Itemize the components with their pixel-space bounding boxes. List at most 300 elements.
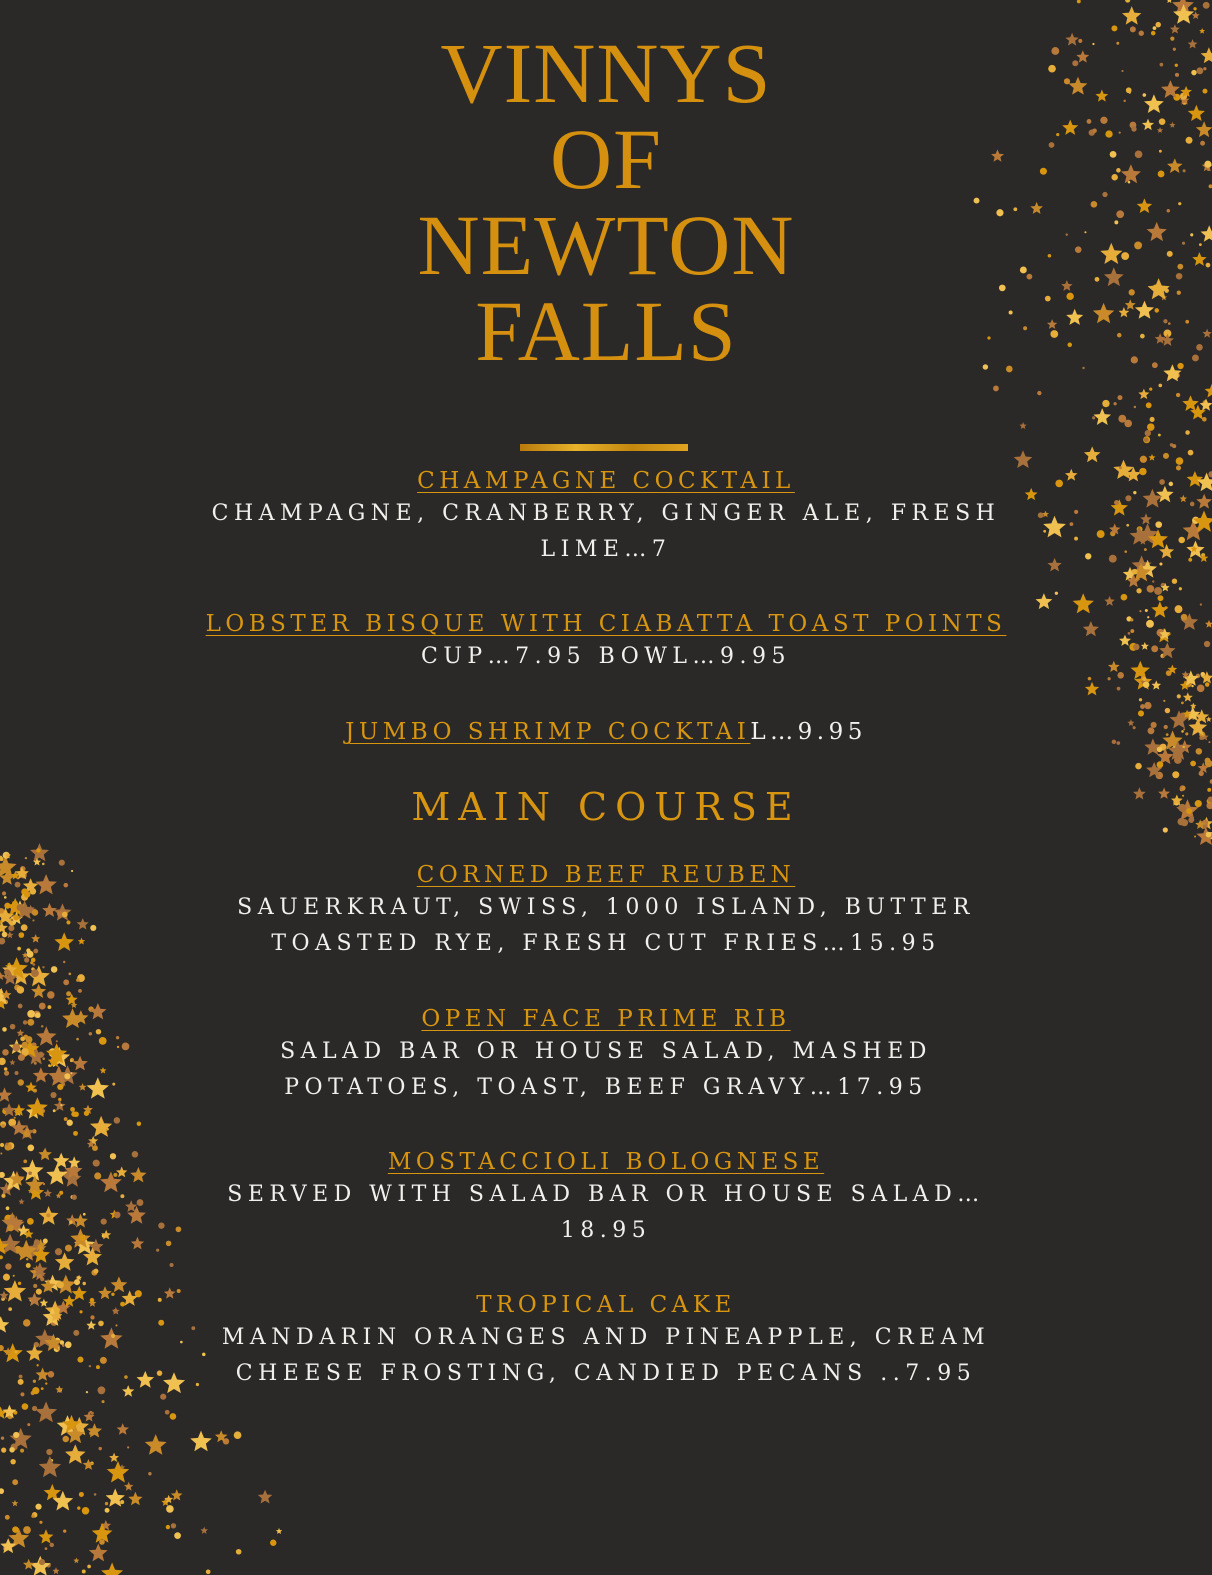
- sparkle-dot: [1202, 417, 1207, 422]
- sparkle-dot: [1117, 687, 1121, 691]
- sparkle-dot: [3, 1274, 10, 1281]
- sparkle-dot: [8, 918, 16, 926]
- sparkle-dot: [137, 1199, 144, 1206]
- sparkle-star: [1131, 661, 1151, 680]
- sparkle-dot: [62, 1436, 69, 1443]
- sparkle-dot: [1160, 63, 1164, 67]
- sparkle-star: [15, 866, 29, 879]
- sparkle-dot: [1177, 694, 1181, 698]
- sparkle-dot: [99, 1447, 102, 1450]
- sparkle-dot: [1177, 264, 1183, 270]
- sparkle-star: [1135, 301, 1154, 319]
- sparkle-star: [53, 1153, 69, 1169]
- sparkle-star: [1197, 473, 1212, 492]
- sparkle-star: [1065, 33, 1078, 46]
- sparkle-dot: [45, 1547, 48, 1550]
- sparkle-dot: [1177, 818, 1184, 825]
- sparkle-dot: [50, 1092, 56, 1098]
- sparkle-star: [36, 1026, 56, 1045]
- sparkle-dot: [91, 1270, 97, 1276]
- sparkle-dot: [40, 1277, 44, 1281]
- sparkle-star: [1201, 733, 1209, 741]
- item-description: CHAMPAGNE, CRANBERRY, GINGER ALE, FRESH: [211, 501, 1001, 526]
- sparkle-dot: [90, 1462, 94, 1466]
- sparkle-star: [30, 843, 49, 861]
- sparkle-star: [1183, 710, 1192, 718]
- sparkle-star: [1159, 628, 1170, 639]
- sparkle-dot: [1190, 816, 1194, 820]
- sparkle-dot: [4, 903, 10, 909]
- sparkle-dot: [30, 961, 33, 964]
- sparkle-dot: [21, 888, 28, 895]
- sparkle-dot: [117, 1046, 119, 1048]
- sparkle-dot: [1164, 606, 1167, 609]
- sparkle-dot: [0, 856, 2, 859]
- sparkle-dot: [1048, 65, 1056, 73]
- sparkle-dot: [13, 1275, 15, 1277]
- sparkle-star: [0, 1316, 9, 1332]
- sparkle-star: [1138, 560, 1157, 578]
- sparkle-dot: [1180, 93, 1187, 100]
- sparkle-dot: [1146, 402, 1152, 408]
- sparkle-dot: [70, 1107, 74, 1111]
- sparkle-dot: [1140, 243, 1142, 245]
- menu-item-champagne-cocktail: [160, 466, 1052, 568]
- sparkle-dot: [46, 909, 51, 914]
- sparkle-dot: [98, 1321, 104, 1327]
- sparkle-dot: [1159, 632, 1165, 638]
- sparkle-dot: [21, 924, 28, 931]
- sparkle-star: [106, 1488, 125, 1506]
- sparkle-star: [1126, 467, 1141, 482]
- sparkle-star: [72, 1286, 87, 1300]
- sparkle-dot: [67, 1120, 73, 1126]
- sparkle-star: [1144, 738, 1161, 755]
- sparkle-dot: [14, 1117, 16, 1119]
- sparkle-star: [1159, 642, 1176, 658]
- sparkle-dot: [31, 969, 39, 977]
- sparkle-star: [52, 1567, 59, 1574]
- sparkle-dot: [7, 1225, 14, 1232]
- sparkle-dot: [1203, 67, 1206, 70]
- sparkle-dot: [1168, 322, 1171, 325]
- sparkle-dot: [1172, 372, 1179, 379]
- sparkle-star: [145, 1434, 167, 1455]
- sparkle-star: [79, 1083, 87, 1091]
- sparkle-dot: [1151, 645, 1158, 652]
- sparkle-star: [1199, 28, 1205, 34]
- sparkle-dot: [69, 1220, 73, 1224]
- sparkle-dot: [1116, 168, 1121, 173]
- sparkle-star: [90, 1116, 112, 1137]
- sparkle-dot: [34, 1342, 40, 1348]
- sparkle-star: [13, 1104, 26, 1116]
- sparkle-dot: [2, 1027, 7, 1032]
- sparkle-dot: [5, 1515, 10, 1520]
- sparkle-dot: [1, 1124, 5, 1128]
- sparkle-dot: [1182, 795, 1184, 797]
- sparkle-star: [1142, 119, 1154, 131]
- sparkle-dot: [1144, 548, 1147, 551]
- menu-item-open-face-prime-rib: [160, 1004, 1052, 1106]
- sparkle-star: [57, 1415, 79, 1436]
- sparkle-star: [0, 907, 14, 924]
- sparkle-dot: [27, 1423, 30, 1426]
- sparkle-star: [11, 871, 20, 880]
- sparkle-dot: [1209, 184, 1212, 188]
- sparkle-dot: [69, 1015, 74, 1020]
- sparkle-dot: [1119, 466, 1122, 469]
- sparkle-star: [1181, 613, 1199, 630]
- sparkle-dot: [76, 1038, 79, 1041]
- sparkle-star: [1155, 333, 1166, 343]
- sparkle-star: [1170, 24, 1180, 33]
- sparkle-dot: [105, 1508, 110, 1513]
- sparkle-dot: [1176, 10, 1180, 14]
- sparkle-dot: [8, 925, 14, 931]
- sparkle-dot: [18, 932, 24, 938]
- sparkle-star: [56, 1301, 70, 1315]
- sparkle-dot: [1056, 133, 1059, 136]
- sparkle-dot: [1158, 171, 1165, 178]
- sparkle-dot: [1147, 616, 1149, 618]
- sparkle-star: [100, 1172, 122, 1193]
- sparkle-dot: [32, 963, 35, 966]
- sparkle-dot: [1111, 174, 1117, 180]
- sparkle-dot: [63, 979, 69, 985]
- item-name: LOBSTER BISQUE WITH CIABATTA TOAST POINTS: [205, 611, 1007, 637]
- sparkle-star: [3, 1171, 24, 1191]
- sparkle-star: [66, 1214, 78, 1226]
- sparkle-dot: [1175, 605, 1183, 613]
- sparkle-dot: [0, 1058, 6, 1065]
- sparkle-dot: [17, 986, 25, 994]
- sparkle-dot: [1172, 579, 1177, 584]
- sparkle-dot: [270, 1540, 276, 1546]
- sparkle-star: [46, 1043, 67, 1063]
- sparkle-star: [15, 1240, 37, 1261]
- sparkle-dot: [76, 1276, 80, 1280]
- item-description: TOASTED RYE, FRESH CUT FRIES…15.95: [271, 931, 941, 956]
- sparkle-dot: [1097, 530, 1105, 538]
- sparkle-star: [130, 1167, 146, 1182]
- item-name: CHAMPAGNE COCKTAIL: [417, 468, 795, 494]
- sparkle-dot: [30, 888, 37, 895]
- sparkle-dot: [21, 894, 28, 901]
- sparkle-star: [1083, 621, 1099, 636]
- sparkle-star: [25, 905, 36, 915]
- sparkle-dot: [1144, 437, 1149, 442]
- sparkle-star: [27, 1097, 48, 1117]
- sparkle-dot: [58, 1098, 61, 1101]
- sparkle-star: [1104, 596, 1114, 606]
- sparkle-dot: [59, 860, 65, 866]
- sparkle-star: [5, 957, 28, 979]
- sparkle-star: [50, 1310, 62, 1321]
- sparkle-star: [1069, 77, 1088, 95]
- sparkle-dot: [22, 1403, 29, 1410]
- sparkle-star: [1200, 399, 1212, 411]
- sparkle-star: [1180, 681, 1190, 690]
- sparkle-dot: [1208, 471, 1212, 477]
- sparkle-dot: [1173, 94, 1180, 101]
- title-line: VINNYS: [440, 25, 772, 121]
- sparkle-star: [88, 1299, 96, 1307]
- sparkle-star: [1096, 90, 1109, 102]
- sparkle-star: [89, 1003, 106, 1019]
- sparkle-dot: [1172, 444, 1176, 448]
- sparkle-star: [39, 1456, 61, 1477]
- sparkle-dot: [110, 1153, 116, 1159]
- sparkle-star: [128, 1492, 142, 1506]
- sparkle-dot: [1183, 728, 1185, 730]
- sparkle-star: [1148, 529, 1168, 548]
- sparkle-dot: [96, 1029, 101, 1034]
- sparkle-star: [1, 990, 11, 1000]
- sparkle-dot: [171, 1523, 176, 1528]
- sparkle-dot: [993, 386, 999, 392]
- sparkle-dot: [102, 1400, 105, 1403]
- sparkle-star: [9, 1059, 15, 1065]
- sparkle-star: [86, 1320, 96, 1329]
- sparkle-dot: [1, 1436, 4, 1439]
- sparkle-dot: [0, 989, 1, 991]
- sparkle-dot: [1135, 763, 1142, 770]
- sparkle-dot: [1179, 587, 1182, 590]
- sparkle-star: [1076, 50, 1089, 62]
- sparkle-star: [1183, 692, 1193, 701]
- sparkle-star: [4, 1347, 12, 1355]
- sparkle-dot: [1180, 785, 1186, 791]
- sparkle-dot: [2, 932, 8, 938]
- sparkle-dot: [1134, 241, 1142, 249]
- sparkle-dot: [1110, 151, 1117, 158]
- sparkle-dot: [12, 1526, 18, 1532]
- sparkle-dot: [1206, 832, 1212, 838]
- sparkle-dot: [94, 1172, 101, 1179]
- sparkle-star: [1182, 395, 1198, 411]
- sparkle-star: [137, 1371, 155, 1388]
- sparkle-star: [0, 922, 8, 934]
- sparkle-star: [65, 1162, 83, 1179]
- sparkle-dot: [102, 1234, 106, 1238]
- sparkle-dot: [996, 209, 1003, 216]
- sparkle-dot: [19, 1249, 27, 1257]
- sparkle-dot: [46, 1213, 50, 1217]
- sparkle-star: [1146, 762, 1162, 777]
- sparkle-dot: [1205, 758, 1211, 764]
- sparkle-dot: [1208, 741, 1210, 743]
- sparkle-dot: [1, 1448, 6, 1453]
- sparkle-dot: [94, 1269, 99, 1274]
- sparkle-star: [1122, 6, 1141, 25]
- sparkle-dot: [26, 1263, 31, 1268]
- sparkle-star: [1180, 95, 1190, 104]
- sparkle-dot: [14, 1246, 22, 1254]
- sparkle-dot: [1207, 832, 1212, 839]
- sparkle-dot: [1203, 400, 1208, 405]
- sparkle-dot: [79, 1492, 84, 1497]
- sparkle-dot: [1159, 118, 1166, 125]
- sparkle-dot: [18, 1054, 25, 1061]
- sparkle-star: [3, 971, 18, 985]
- sparkle-dot: [4, 1000, 9, 1005]
- sparkle-dot: [1156, 772, 1163, 779]
- sparkle-dot: [1166, 670, 1172, 676]
- sparkle-dot: [1178, 537, 1185, 544]
- sparkle-star: [63, 1169, 81, 1186]
- title-line: FALLS: [475, 283, 737, 379]
- sparkle-star: [0, 1238, 9, 1254]
- sparkle-dot: [10, 1024, 16, 1030]
- sparkle-dot: [1050, 330, 1058, 338]
- sparkle-dot: [27, 951, 34, 958]
- sparkle-dot: [1114, 500, 1119, 505]
- sparkle-dot: [1147, 585, 1155, 593]
- sparkle-dot: [1199, 736, 1203, 740]
- sparkle-star: [127, 1206, 146, 1224]
- sparkle-dot: [50, 1543, 54, 1547]
- sparkle-dot: [1190, 502, 1195, 507]
- sparkle-star: [1152, 680, 1162, 689]
- sparkle-dot: [1026, 274, 1032, 280]
- sparkle-star: [74, 1234, 95, 1254]
- sparkle-dot: [18, 1379, 24, 1385]
- sparkle-dot: [1116, 741, 1120, 745]
- sparkle-dot: [8, 1307, 12, 1311]
- sparkle-star: [276, 1528, 282, 1534]
- sparkle-dot: [46, 1449, 52, 1455]
- sparkle-dot: [1049, 142, 1055, 148]
- sparkle-dot: [1188, 817, 1194, 823]
- sparkle-dot: [76, 978, 79, 981]
- sparkle-star: [1019, 422, 1026, 429]
- sparkle-dot: [86, 1391, 88, 1393]
- sparkle-dot: [63, 883, 68, 888]
- sparkle-dot: [0, 920, 2, 923]
- sparkle-dot: [1188, 450, 1194, 456]
- sparkle-dot: [111, 1334, 115, 1338]
- sparkle-star: [44, 1189, 52, 1197]
- sparkle-dot: [1196, 748, 1202, 754]
- sparkle-star: [1196, 494, 1212, 509]
- sparkle-dot: [1117, 395, 1122, 400]
- sparkle-dot: [71, 1111, 76, 1116]
- item-price: L…9.95: [750, 719, 867, 745]
- sparkle-dot: [36, 1289, 42, 1295]
- item-description: CUP…7.95 BOWL…9.95: [421, 644, 791, 669]
- sparkle-star: [1186, 541, 1204, 558]
- sparkle-star: [73, 1214, 88, 1228]
- sparkle-star: [56, 1193, 62, 1198]
- sparkle-star: [10, 912, 23, 924]
- sparkle-star: [9, 1171, 25, 1186]
- sparkle-star: [1183, 520, 1205, 540]
- sparkle-dot: [126, 1485, 130, 1489]
- sparkle-dot: [1, 1297, 5, 1301]
- sparkle-dot: [50, 1459, 53, 1462]
- sparkle-dot: [1179, 713, 1187, 721]
- sparkle-star: [46, 1164, 67, 1184]
- sparkle-dot: [1140, 334, 1145, 339]
- sparkle-star: [88, 1239, 103, 1253]
- sparkle-dot: [6, 1206, 10, 1210]
- title-line: NEWTON: [417, 197, 795, 293]
- sparkle-dot: [92, 1145, 98, 1151]
- sparkle-dot: [223, 1438, 229, 1444]
- sparkle-dot: [8, 1119, 16, 1127]
- sparkle-dot: [0, 1172, 5, 1178]
- sparkle-dot: [1151, 31, 1156, 36]
- sparkle-dot: [1139, 610, 1141, 612]
- sparkle-dot: [1164, 329, 1172, 337]
- menu-item-tropical-cake: [160, 1290, 1052, 1392]
- sparkle-dot: [1200, 603, 1202, 605]
- sparkle-star: [1158, 788, 1170, 799]
- sparkle-dot: [1126, 616, 1131, 621]
- sparkle-star: [87, 1140, 95, 1148]
- sparkle-dot: [170, 1263, 174, 1267]
- sparkle-dot: [5, 1143, 8, 1146]
- sparkle-star: [1206, 716, 1212, 722]
- sparkle-star: [36, 1368, 50, 1381]
- sparkle-star: [56, 1103, 63, 1110]
- sparkle-dot: [1157, 629, 1165, 637]
- sparkle-star: [1100, 243, 1122, 264]
- sparkle-dot: [57, 911, 63, 917]
- sparkle-star: [1190, 703, 1197, 709]
- sparkle-star: [44, 1334, 62, 1351]
- sparkle-dot: [1159, 150, 1162, 153]
- sparkle-dot: [1176, 465, 1181, 470]
- sparkle-dot: [79, 1235, 85, 1241]
- sparkle-star: [122, 1290, 138, 1305]
- sparkle-dot: [206, 1569, 211, 1574]
- sparkle-dot: [68, 1421, 76, 1429]
- sparkle-star: [88, 1136, 98, 1146]
- sparkle-star: [84, 1411, 95, 1422]
- sparkle-dot: [43, 1238, 48, 1243]
- sparkle-dot: [82, 1507, 90, 1515]
- sparkle-star: [1131, 563, 1151, 582]
- sparkle-dot: [70, 1107, 75, 1112]
- sparkle-dot: [10, 1459, 15, 1464]
- sparkle-dot: [1181, 819, 1188, 826]
- sparkle-dot: [5, 1143, 12, 1150]
- sparkle-dot: [0, 938, 5, 945]
- sparkle-star: [1168, 665, 1178, 674]
- sparkle-dot: [18, 1079, 24, 1085]
- sparkle-star: [39, 1529, 54, 1543]
- sparkle-dot: [66, 991, 71, 996]
- sparkle-dot: [23, 1159, 27, 1163]
- sparkle-star: [1148, 278, 1170, 299]
- sparkle-dot: [73, 1330, 79, 1336]
- sparkle-dot: [101, 1219, 107, 1225]
- sparkle-dot: [1167, 209, 1170, 212]
- sparkle-star: [11, 1120, 27, 1136]
- item-name: CORNED BEEF REUBEN: [416, 862, 796, 888]
- sparkle-dot: [1130, 629, 1134, 633]
- sparkle-dot: [2, 1108, 9, 1115]
- sparkle-dot: [127, 1446, 129, 1448]
- sparkle-star: [1141, 642, 1149, 650]
- sparkle-dot: [1140, 704, 1145, 709]
- sparkle-star: [0, 988, 10, 1004]
- sparkle-star: [17, 1029, 25, 1036]
- sparkle-dot: [50, 1319, 57, 1326]
- sparkle-star: [63, 1295, 76, 1307]
